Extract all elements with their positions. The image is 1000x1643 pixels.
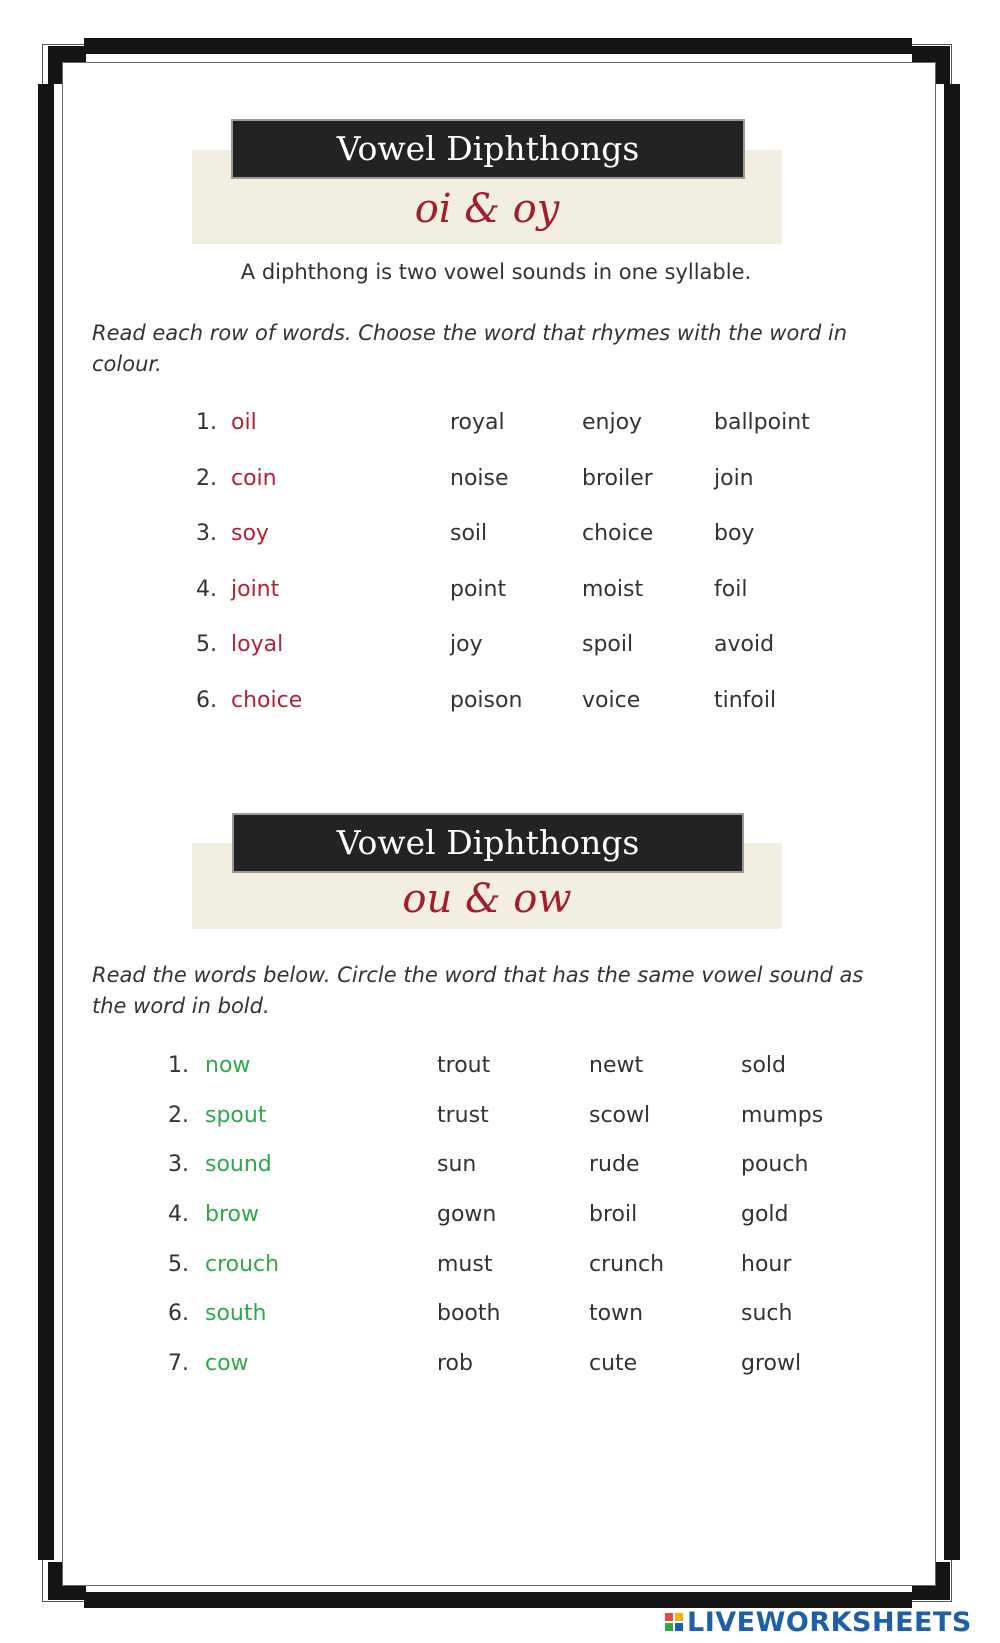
row-number: 5.	[168, 1252, 189, 1277]
logo-blocks-icon	[665, 1613, 683, 1631]
option-word[interactable]: pouch	[741, 1152, 809, 1177]
option-word[interactable]: noise	[450, 466, 509, 491]
option-word[interactable]: voice	[582, 688, 641, 713]
option-word[interactable]: poison	[450, 688, 523, 713]
option-word[interactable]: boy	[714, 521, 755, 546]
row-number: 1.	[168, 1053, 189, 1078]
row-number: 5.	[196, 632, 217, 657]
row-number: 3.	[196, 521, 217, 546]
word-row	[0, 1101, 1000, 1131]
option-word[interactable]: broil	[589, 1202, 638, 1227]
option-word[interactable]: spoil	[582, 632, 634, 657]
word-row	[0, 519, 1000, 549]
word-row	[0, 1299, 1000, 1329]
option-word[interactable]: gown	[437, 1202, 497, 1227]
option-word[interactable]: gold	[741, 1202, 789, 1227]
word-row	[0, 1150, 1000, 1180]
word-row	[0, 408, 1000, 438]
option-word[interactable]: ballpoint	[714, 410, 810, 435]
row-number: 2.	[196, 466, 217, 491]
option-word[interactable]: join	[714, 466, 754, 491]
target-word: sound	[205, 1152, 272, 1177]
target-word: oil	[231, 410, 257, 435]
option-word[interactable]: sun	[437, 1152, 477, 1177]
option-word[interactable]: choice	[582, 521, 654, 546]
option-word[interactable]: point	[450, 577, 507, 602]
option-word[interactable]: rob	[437, 1351, 473, 1376]
option-word[interactable]: avoid	[714, 632, 775, 657]
row-number: 3.	[168, 1152, 189, 1177]
option-word[interactable]: scowl	[589, 1103, 651, 1128]
target-word: south	[205, 1301, 267, 1326]
row-number: 6.	[196, 688, 217, 713]
option-word[interactable]: trout	[437, 1053, 491, 1078]
frame-bar-top	[84, 38, 912, 54]
word-row	[0, 1349, 1000, 1379]
option-word[interactable]: mumps	[741, 1103, 824, 1128]
word-row	[0, 575, 1000, 605]
row-number: 6.	[168, 1301, 189, 1326]
section1-instruction: Read each row of words. Choose the word that rhymes with the word in colour.	[92, 321, 848, 376]
option-word[interactable]: foil	[714, 577, 748, 602]
option-word[interactable]: trust	[437, 1103, 489, 1128]
target-word: now	[205, 1053, 251, 1078]
option-word[interactable]: joy	[450, 632, 483, 657]
row-number: 2.	[168, 1103, 189, 1128]
section2-banner: Vowel Diphthongs	[232, 813, 744, 873]
option-word[interactable]: broiler	[582, 466, 653, 491]
target-word: coin	[231, 466, 277, 491]
word-row	[0, 464, 1000, 494]
option-word[interactable]: town	[589, 1301, 644, 1326]
option-word[interactable]: crunch	[589, 1252, 665, 1277]
option-word[interactable]: moist	[582, 577, 644, 602]
target-word: joint	[231, 577, 280, 602]
section1-banner: Vowel Diphthongs	[231, 119, 745, 179]
word-row	[0, 1250, 1000, 1280]
option-word[interactable]: must	[437, 1252, 493, 1277]
option-word[interactable]: soil	[450, 521, 488, 546]
row-number: 4.	[168, 1202, 189, 1227]
word-row	[0, 686, 1000, 716]
option-word[interactable]: hour	[741, 1252, 792, 1277]
option-word[interactable]: enjoy	[582, 410, 643, 435]
target-word: loyal	[231, 632, 284, 657]
target-word: spout	[205, 1103, 267, 1128]
option-word[interactable]: cute	[589, 1351, 638, 1376]
word-row	[0, 1051, 1000, 1081]
option-word[interactable]: booth	[437, 1301, 501, 1326]
word-row	[0, 630, 1000, 660]
frame-bar-right	[944, 84, 960, 1560]
word-row	[0, 1200, 1000, 1230]
section1-subtitle: oi & oy	[414, 186, 560, 232]
target-word: brow	[205, 1202, 259, 1227]
logo-text: LIVEWORKSHEETS	[687, 1606, 972, 1638]
section2-subtitle: ou & ow	[402, 876, 572, 922]
option-word[interactable]: sold	[741, 1053, 786, 1078]
option-word[interactable]: newt	[589, 1053, 644, 1078]
option-word[interactable]: such	[741, 1301, 793, 1326]
section2-instruction: Read the words below. Circle the word that has the same vowel sound as the word in bold.	[92, 963, 864, 1018]
target-word: crouch	[205, 1252, 280, 1277]
liveworksheets-logo[interactable]	[665, 1604, 972, 1640]
frame-bar-left	[38, 84, 54, 1560]
target-word: soy	[231, 521, 269, 546]
row-number: 1.	[196, 410, 217, 435]
section1-intro: A diphthong is two vowel sounds in one syllable.	[240, 260, 752, 284]
option-word[interactable]: tinfoil	[714, 688, 777, 713]
option-word[interactable]: rude	[589, 1152, 640, 1177]
row-number: 7.	[168, 1351, 189, 1376]
option-word[interactable]: growl	[741, 1351, 802, 1376]
row-number: 4.	[196, 577, 217, 602]
target-word: cow	[205, 1351, 249, 1376]
target-word: choice	[231, 688, 303, 713]
option-word[interactable]: royal	[450, 410, 505, 435]
